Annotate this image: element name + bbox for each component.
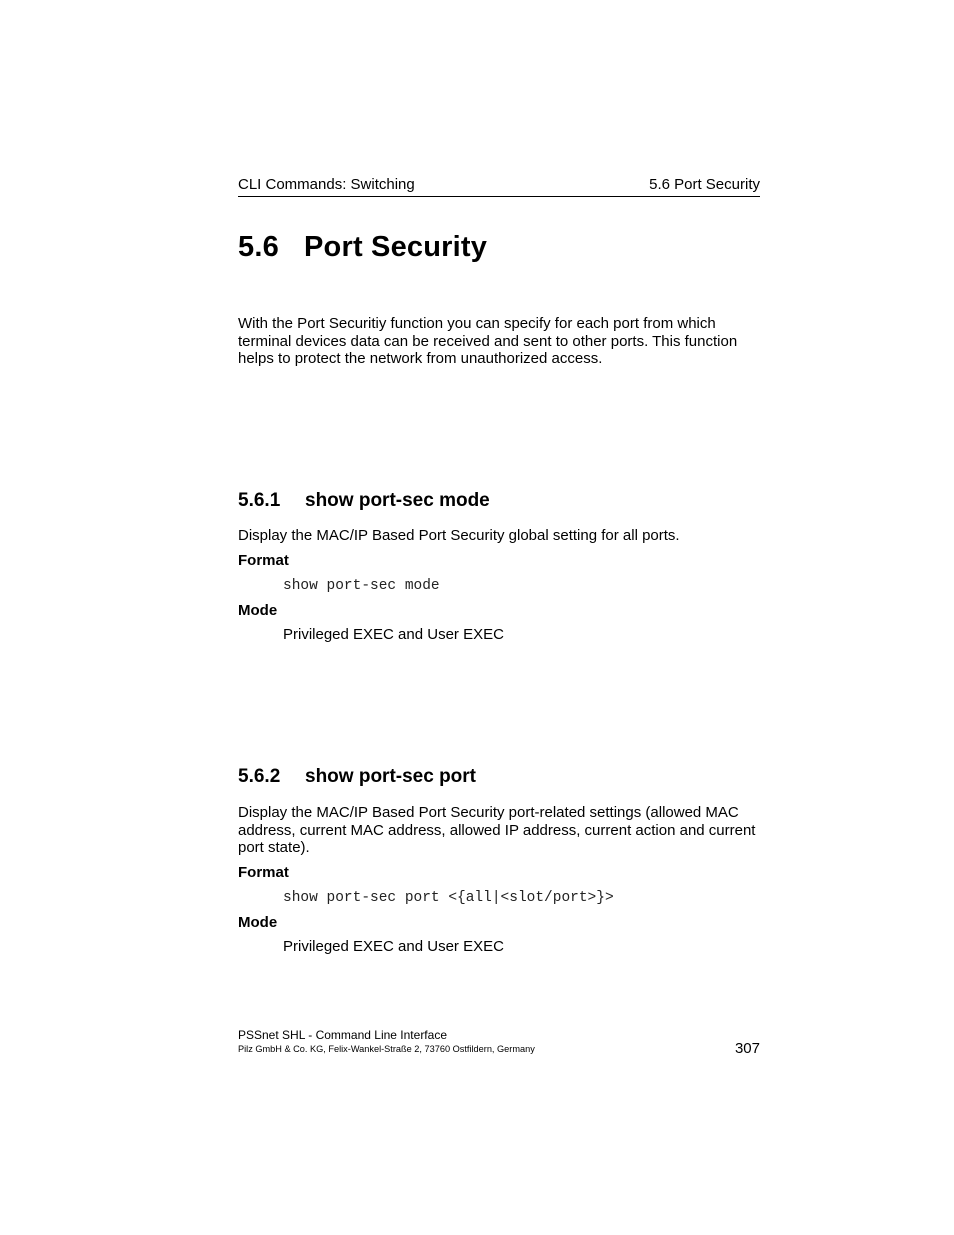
subsection-number: 5.6.2 bbox=[238, 766, 281, 787]
subsection-description: Display the MAC/IP Based Port Security global setting for all ports. bbox=[238, 527, 680, 544]
subsection-title: show port-sec mode bbox=[305, 490, 490, 511]
subsection-title: show port-sec port bbox=[305, 766, 477, 787]
section-intro: With the Port Securitiy function you can specify for each port from which terminal devices data can be received and sent to other ports. This function helps to protect the network from unauthorized access. bbox=[238, 315, 738, 367]
format-command: show port-sec mode bbox=[283, 578, 440, 594]
section-heading bbox=[238, 229, 487, 265]
subsection-description: Display the MAC/IP Based Port Security port-related settings (allowed MAC address, current MAC address, allowed IP address, current action and current port state). bbox=[238, 804, 756, 856]
footer-address: Pilz GmbH & Co. KG, Felix-Wankel-Straße 2, 73760 Ostfildern, Germany bbox=[238, 1044, 535, 1054]
section-title: Port Security bbox=[304, 231, 488, 263]
mode-label: Mode bbox=[238, 602, 278, 619]
header-divider bbox=[238, 196, 760, 197]
subsection-number: 5.6.1 bbox=[238, 490, 281, 511]
running-header-chapter: CLI Commands: Switching bbox=[238, 176, 415, 193]
section-number: 5.6 bbox=[238, 231, 279, 263]
format-label: Format bbox=[238, 552, 289, 569]
format-label: Format bbox=[238, 864, 289, 881]
mode-label: Mode bbox=[238, 914, 278, 931]
subsection-heading-show-port-sec-mode bbox=[238, 490, 490, 512]
footer-title: PSSnet SHL - Command Line Interface bbox=[238, 1028, 447, 1042]
mode-value: Privileged EXEC and User EXEC bbox=[283, 938, 504, 955]
format-command: show port-sec port <{all|<slot/port>}> bbox=[283, 890, 614, 906]
page-number: 307 bbox=[734, 1040, 760, 1057]
subsection-heading-show-port-sec-port bbox=[238, 766, 476, 788]
mode-value: Privileged EXEC and User EXEC bbox=[283, 626, 504, 643]
running-header-section: 5.6 Port Security bbox=[649, 176, 760, 193]
